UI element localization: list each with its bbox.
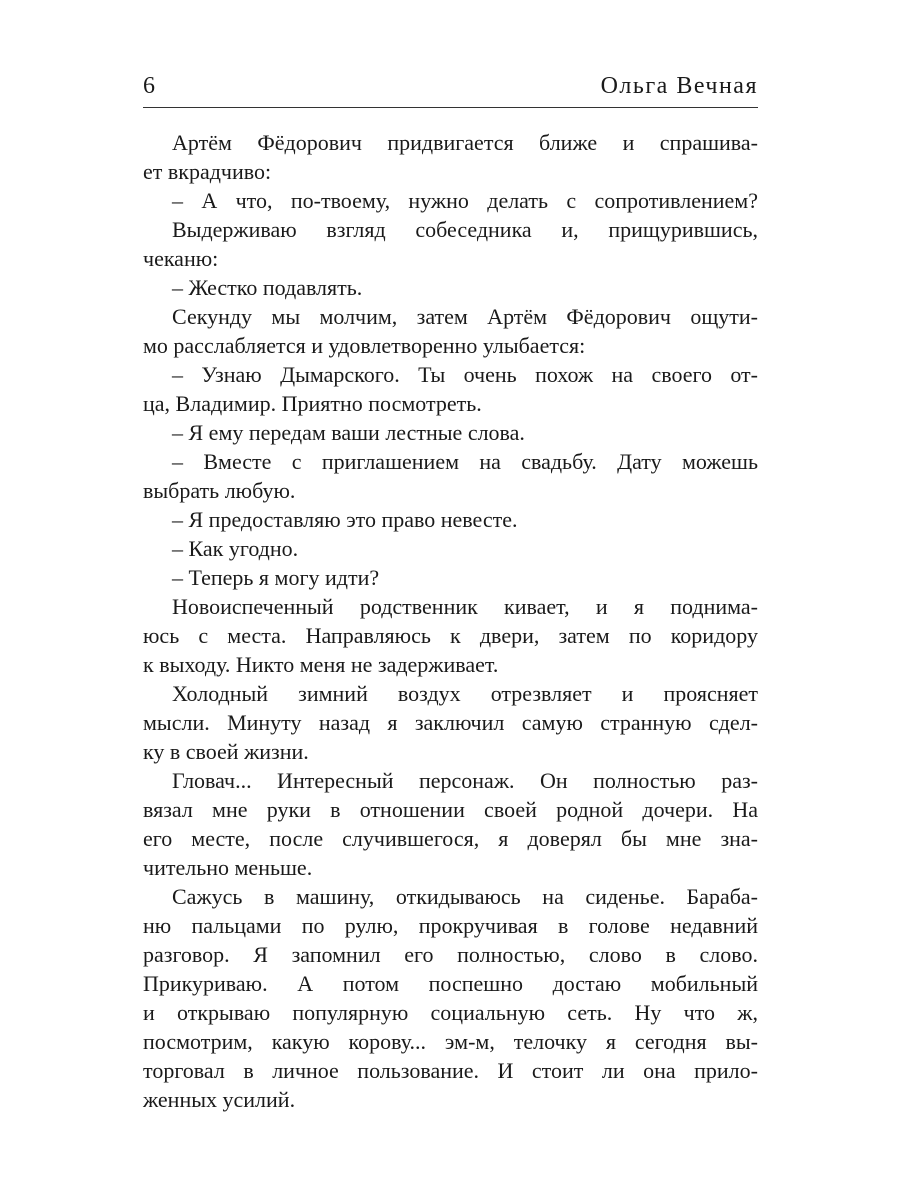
text-line: – Я предоставляю это право невесте. bbox=[172, 507, 518, 532]
text-line: – Узнаю Дымарского. Ты очень похож на своего от- bbox=[172, 362, 758, 387]
text-line: ет вкрадчиво: bbox=[143, 159, 272, 184]
text-line: вязал мне руки в отношении своей родной дочери. На bbox=[143, 797, 758, 822]
text-line: юсь с места. Направляюсь к двери, затем по коридору bbox=[143, 623, 758, 648]
text-line: чительно меньше. bbox=[143, 855, 313, 880]
text-line: к выходу. Никто меня не задерживает. bbox=[143, 652, 499, 677]
page-number: 6 bbox=[143, 73, 155, 99]
text-line: ню пальцами по рулю, прокручивая в голове недавний bbox=[143, 913, 758, 938]
text-line: – А что, по-твоему, нужно делать с сопротивлением? bbox=[172, 188, 758, 213]
text-line: Новоиспеченный родственник кивает, и я поднима- bbox=[172, 594, 758, 619]
text-line: женных усилий. bbox=[143, 1087, 296, 1112]
header-divider bbox=[143, 107, 758, 108]
running-title: Ольга Вечная bbox=[600, 73, 758, 99]
text-line: мо расслабляется и удовлетворенно улыбается: bbox=[143, 333, 586, 358]
text-line: Сажусь в машину, откидываюсь на сиденье. Бараба- bbox=[172, 884, 758, 909]
text-line: мысли. Минуту назад я заключил самую странную сдел- bbox=[143, 710, 758, 735]
text-line: ку в своей жизни. bbox=[143, 739, 309, 764]
text-line: чеканю: bbox=[143, 246, 219, 271]
text-line: Прикуриваю. А потом поспешно достаю мобильный bbox=[143, 971, 758, 996]
text-line: его месте, после случившегося, я доверял бы мне зна- bbox=[143, 826, 758, 851]
text-line: торговал в личное пользование. И стоит ли она прило- bbox=[143, 1058, 758, 1083]
body-text bbox=[143, 128, 758, 1114]
text-line: – Как угодно. bbox=[172, 536, 299, 561]
text-line: выбрать любую. bbox=[143, 478, 296, 503]
text-line: Секунду мы молчим, затем Артём Фёдорович ощути- bbox=[172, 304, 758, 329]
text-line: посмотрим, какую корову... эм-м, телочку я сегодня вы- bbox=[143, 1029, 758, 1054]
text-line: – Я ему передам ваши лестные слова. bbox=[172, 420, 525, 445]
text-line: Выдерживаю взгляд собеседника и, прищурившись, bbox=[172, 217, 758, 242]
text-line: разговор. Я запомнил его полностью, слово в слово. bbox=[143, 942, 758, 967]
text-line: Холодный зимний воздух отрезвляет и проясняет bbox=[172, 681, 758, 706]
text-line: Гловач... Интересный персонаж. Он полностью раз- bbox=[172, 768, 758, 793]
text-line: – Жестко подавлять. bbox=[172, 275, 363, 300]
text-line: ца, Владимир. Приятно посмотреть. bbox=[143, 391, 482, 416]
text-line: – Теперь я могу идти? bbox=[172, 565, 380, 590]
text-line: – Вместе с приглашением на свадьбу. Дату можешь bbox=[172, 449, 758, 474]
text-line: и открываю популярную социальную сеть. Ну что ж, bbox=[143, 1000, 758, 1025]
text-line: Артём Фёдорович придвигается ближе и спрашива- bbox=[172, 130, 758, 155]
page-header bbox=[143, 70, 758, 102]
